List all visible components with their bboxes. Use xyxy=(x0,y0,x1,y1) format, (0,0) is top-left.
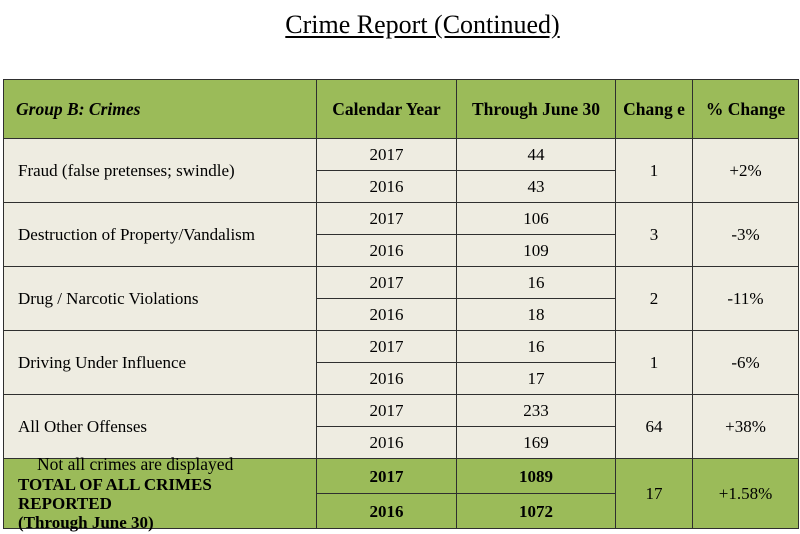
year-cell: 2016 xyxy=(317,299,457,331)
count-cell: 106 xyxy=(457,203,616,235)
change-cell: 64 xyxy=(616,395,693,459)
total-count-cell: 1072 xyxy=(457,494,616,529)
year-cell: 2017 xyxy=(317,139,457,171)
year-cell: 2017 xyxy=(317,203,457,235)
page-title: Crime Report (Continued) xyxy=(285,10,560,39)
year-cell: 2017 xyxy=(317,395,457,427)
count-cell: 17 xyxy=(457,363,616,395)
count-cell: 43 xyxy=(457,171,616,203)
change-cell: 2 xyxy=(616,267,693,331)
crime-name: Destruction of Property/Vandalism xyxy=(4,203,317,267)
table-row xyxy=(4,139,799,171)
year-cell: 2016 xyxy=(317,235,457,267)
crime-name: Driving Under Influence xyxy=(4,331,317,395)
pct-change-cell: +38% xyxy=(693,395,799,459)
header-through-june: Through June 30 xyxy=(457,80,616,139)
count-cell: 16 xyxy=(457,267,616,299)
count-cell: 169 xyxy=(457,427,616,459)
total-label-line1: TOTAL OF ALL CRIMES xyxy=(18,475,212,494)
header-group: Group B: Crimes xyxy=(4,80,317,139)
total-row xyxy=(4,459,799,494)
year-cell: 2017 xyxy=(317,267,457,299)
pct-change-cell: +2% xyxy=(693,139,799,203)
header-pct-change: % Change xyxy=(693,80,799,139)
count-cell: 44 xyxy=(457,139,616,171)
crime-name: All Other Offenses xyxy=(4,395,317,459)
year-cell: 2016 xyxy=(317,427,457,459)
table-header-row xyxy=(4,80,799,139)
total-label-line3: (Through June 30) xyxy=(18,513,154,532)
crime-name: Drug / Narcotic Violations xyxy=(4,267,317,331)
year-cell: 2016 xyxy=(317,171,457,203)
total-count-cell: 1089 xyxy=(457,459,616,494)
header-calendar-year: Calendar Year xyxy=(317,80,457,139)
total-year-cell: 2016 xyxy=(317,494,457,529)
count-cell: 16 xyxy=(457,331,616,363)
total-pct-change-cell: +1.58% xyxy=(693,459,799,529)
table-row xyxy=(4,331,799,363)
change-cell: 1 xyxy=(616,139,693,203)
total-label xyxy=(4,454,317,532)
count-cell: 233 xyxy=(457,395,616,427)
total-year-cell: 2017 xyxy=(317,459,457,494)
count-cell: 109 xyxy=(457,235,616,267)
year-cell: 2016 xyxy=(317,363,457,395)
table-row xyxy=(4,395,799,427)
table-row xyxy=(4,267,799,299)
crime-name: Fraud (false pretenses; swindle) xyxy=(4,139,317,203)
count-cell: 18 xyxy=(457,299,616,331)
change-cell: 1 xyxy=(616,331,693,395)
not-all-crimes-note: Not all crimes are displayed xyxy=(37,454,234,474)
table-row xyxy=(4,203,799,235)
pct-change-cell: -6% xyxy=(693,331,799,395)
crime-table xyxy=(3,79,799,532)
total-label-line2: REPORTED xyxy=(18,494,112,513)
pct-change-cell: -3% xyxy=(693,203,799,267)
pct-change-cell: -11% xyxy=(693,267,799,331)
total-change-cell: 17 xyxy=(616,459,693,529)
year-cell: 2017 xyxy=(317,331,457,363)
change-cell: 3 xyxy=(616,203,693,267)
header-change: Chang e xyxy=(616,80,693,139)
